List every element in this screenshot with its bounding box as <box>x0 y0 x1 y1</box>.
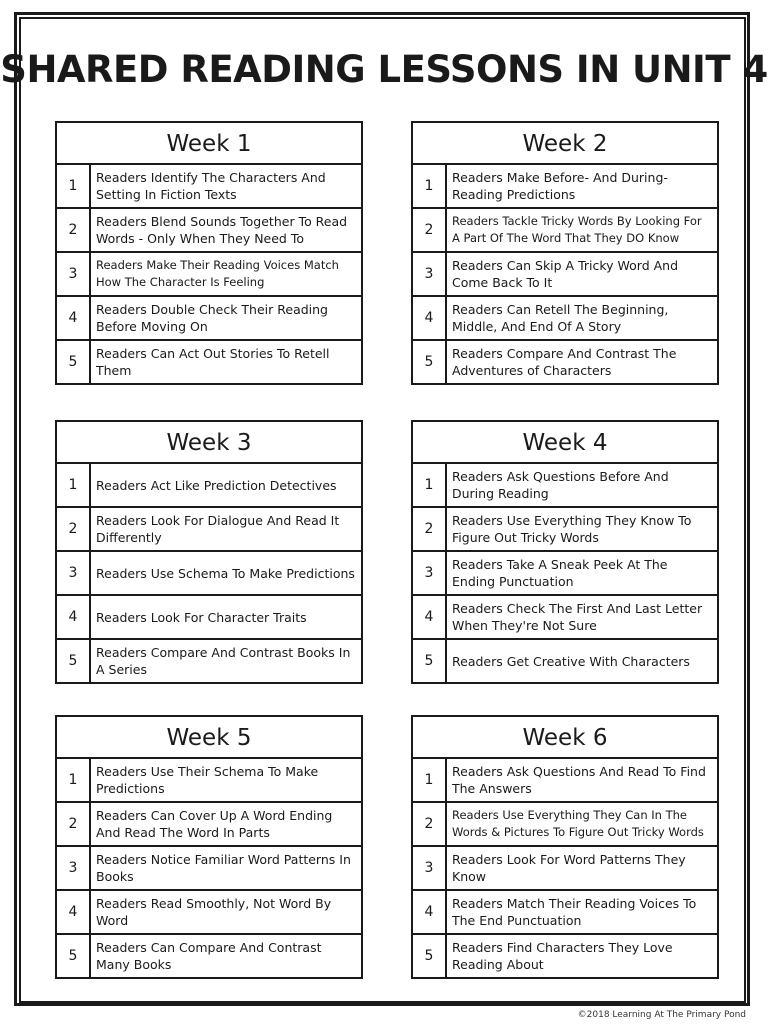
lesson-title: Readers Can Retell The Beginning, Middle, And End Of A Story <box>452 302 669 334</box>
lesson-row <box>413 508 717 552</box>
lesson-number: 3 <box>413 253 447 295</box>
lesson-title: Readers Compare And Contrast Books In A Series <box>96 645 351 677</box>
lesson-title: Readers Make Their Reading Voices Match How The Character Is Feeling <box>96 258 339 289</box>
lesson-number: 2 <box>57 508 91 550</box>
week-heading: Week 5 <box>57 717 361 759</box>
week-heading: Week 4 <box>413 422 717 464</box>
lesson-row <box>57 297 361 341</box>
lesson-title: Readers Read Smoothly, Not Word By Word <box>96 896 332 928</box>
lesson-row <box>413 209 717 253</box>
lesson-row <box>57 759 361 803</box>
lesson-number: 3 <box>413 847 447 889</box>
lesson-number: 2 <box>413 508 447 550</box>
lesson-row <box>413 596 717 640</box>
lesson-title: Readers Look For Dialogue And Read It Differently <box>96 513 340 545</box>
week-heading: Week 1 <box>57 123 361 165</box>
lesson-number: 4 <box>57 596 91 638</box>
lesson-title: Readers Use Everything They Know To Figure Out Tricky Words <box>452 513 692 545</box>
week-heading: Week 3 <box>57 422 361 464</box>
lesson-title: Readers Blend Sounds Together To Read Words - Only When They Need To <box>96 214 348 246</box>
lesson-number: 1 <box>413 464 447 506</box>
lesson-title: Readers Find Characters They Love Reading About <box>452 940 673 972</box>
copyright-footer: ©2018 Learning At The Primary Pond <box>577 1010 746 1020</box>
lesson-row <box>413 464 717 508</box>
week-heading: Week 6 <box>413 717 717 759</box>
lesson-row <box>57 464 361 508</box>
lesson-number: 5 <box>413 935 447 977</box>
lesson-title: Readers Get Creative With Characters <box>452 653 690 669</box>
lesson-row <box>57 552 361 596</box>
lesson-row <box>413 803 717 847</box>
lesson-row <box>413 759 717 803</box>
lesson-title: Readers Use Everything They Can In The Words & Pictures To Figure Out Tricky Words <box>452 808 704 839</box>
lesson-title: Readers Make Before- And During-Reading Predictions <box>452 170 668 202</box>
lesson-title: Readers Tackle Tricky Words By Looking For A Part Of The Word That They DO Know <box>452 214 702 245</box>
lesson-title: Readers Match Their Reading Voices To The End Punctuation <box>452 896 697 928</box>
lesson-title: Readers Look For Character Traits <box>96 609 307 625</box>
lesson-row <box>413 341 717 383</box>
week-table-6 <box>411 715 719 979</box>
lesson-number: 1 <box>413 759 447 801</box>
page-title: SHARED READING LESSONS IN UNIT 4 <box>0 48 768 91</box>
lesson-title: Readers Double Check Their Reading Before Moving On <box>96 302 328 334</box>
lesson-number: 3 <box>57 552 91 594</box>
lesson-title: Readers Can Cover Up A Word Ending And Read The Word In Parts <box>96 808 333 840</box>
lesson-title: Readers Use Schema To Make Predictions <box>96 565 355 581</box>
lesson-row <box>413 891 717 935</box>
lesson-row <box>57 596 361 640</box>
lesson-row <box>57 209 361 253</box>
lesson-number: 5 <box>57 341 91 383</box>
lesson-row <box>413 552 717 596</box>
lesson-number: 4 <box>57 297 91 339</box>
week-table-2 <box>411 121 719 385</box>
lesson-row <box>413 253 717 297</box>
lesson-number: 2 <box>57 209 91 251</box>
lesson-row <box>57 847 361 891</box>
lesson-row <box>57 165 361 209</box>
lesson-row <box>413 165 717 209</box>
lesson-number: 1 <box>413 165 447 207</box>
lesson-title: Readers Can Compare And Contrast Many Books <box>96 940 322 972</box>
lesson-row <box>57 640 361 682</box>
lesson-number: 4 <box>413 596 447 638</box>
lesson-title: Readers Ask Questions Before And During Reading <box>452 469 669 501</box>
lesson-row <box>413 640 717 682</box>
lesson-number: 3 <box>413 552 447 594</box>
lesson-title: Readers Act Like Prediction Detectives <box>96 477 337 493</box>
lesson-number: 3 <box>57 253 91 295</box>
week-table-1 <box>55 121 363 385</box>
lesson-row <box>413 297 717 341</box>
lesson-number: 1 <box>57 759 91 801</box>
lesson-row <box>57 935 361 977</box>
lesson-row <box>57 253 361 297</box>
lesson-title: Readers Identify The Characters And Setting In Fiction Texts <box>96 170 326 202</box>
lesson-row <box>57 803 361 847</box>
lesson-number: 1 <box>57 464 91 506</box>
lesson-number: 5 <box>413 640 447 682</box>
lesson-number: 2 <box>413 209 447 251</box>
lesson-number: 5 <box>57 935 91 977</box>
lesson-number: 4 <box>57 891 91 933</box>
lesson-number: 2 <box>57 803 91 845</box>
week-table-4 <box>411 420 719 684</box>
lesson-number: 5 <box>413 341 447 383</box>
lesson-row <box>413 935 717 977</box>
week-heading: Week 2 <box>413 123 717 165</box>
lesson-title: Readers Notice Familiar Word Patterns In Books <box>96 852 351 884</box>
lesson-row <box>57 341 361 383</box>
lesson-title: Readers Can Act Out Stories To Retell Them <box>96 346 330 378</box>
lesson-title: Readers Take A Sneak Peek At The Ending Punctuation <box>452 557 668 589</box>
lesson-row <box>57 508 361 552</box>
lesson-number: 3 <box>57 847 91 889</box>
lesson-title: Readers Compare And Contrast The Adventures of Characters <box>452 346 677 378</box>
lesson-title: Readers Look For Word Patterns They Know <box>452 852 686 884</box>
lesson-title: Readers Check The First And Last Letter When They're Not Sure <box>452 601 703 633</box>
lesson-number: 4 <box>413 891 447 933</box>
lesson-row <box>57 891 361 935</box>
lesson-title: Readers Can Skip A Tricky Word And Come Back To It <box>452 258 679 290</box>
lesson-number: 2 <box>413 803 447 845</box>
week-table-3 <box>55 420 363 684</box>
week-table-5 <box>55 715 363 979</box>
lesson-title: Readers Ask Questions And Read To Find The Answers <box>452 764 706 796</box>
lesson-title: Readers Use Their Schema To Make Predictions <box>96 764 319 796</box>
lesson-number: 1 <box>57 165 91 207</box>
lesson-number: 5 <box>57 640 91 682</box>
lesson-number: 4 <box>413 297 447 339</box>
lesson-row <box>413 847 717 891</box>
